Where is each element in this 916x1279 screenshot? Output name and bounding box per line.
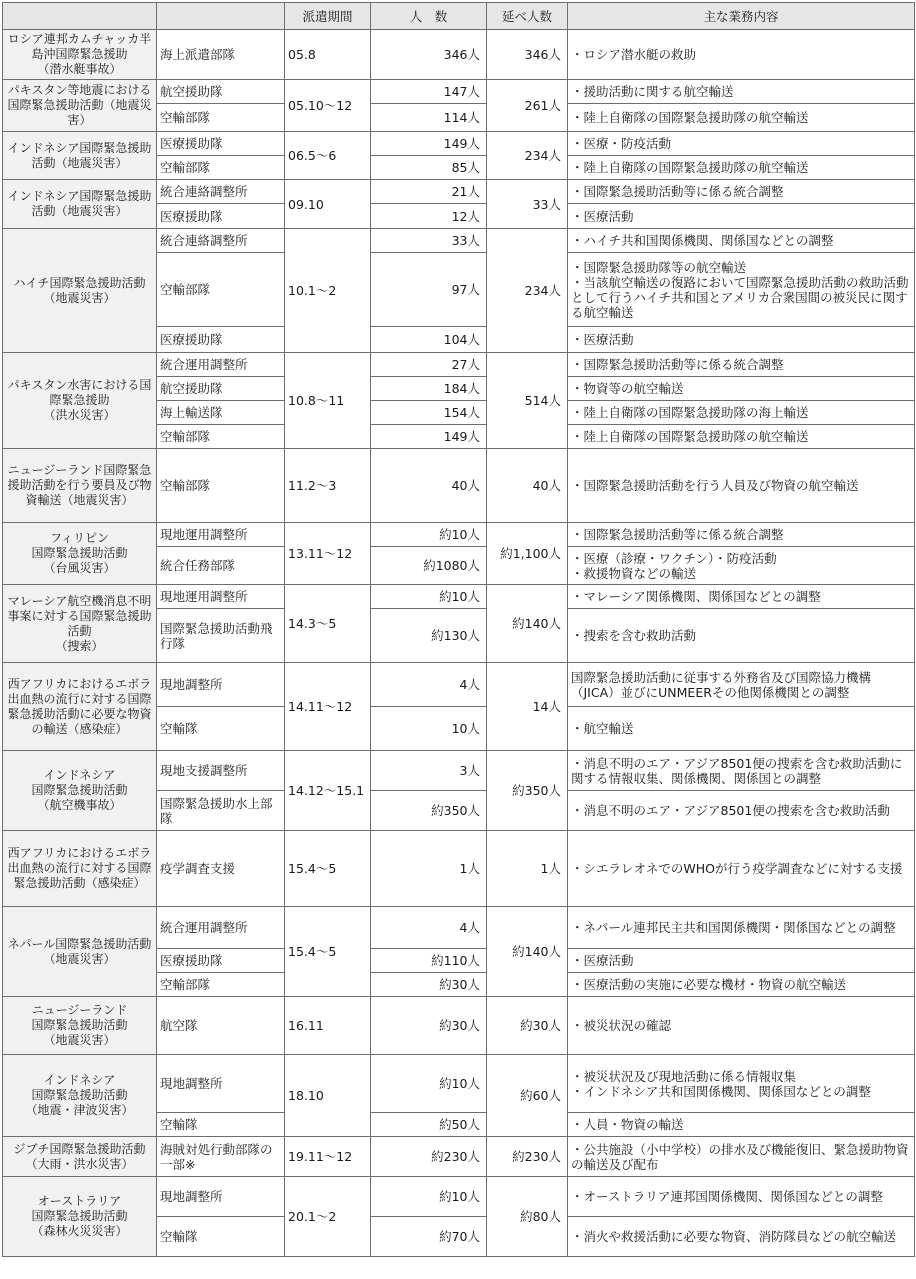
unit-name: 海上派遣部隊 (157, 30, 285, 80)
personnel-count: 40人 (371, 449, 487, 523)
personnel-count: 約1080人 (371, 547, 487, 585)
personnel-count: 約30人 (371, 973, 487, 997)
personnel-count: 149人 (371, 425, 487, 449)
unit-name: 空輸部隊 (157, 253, 285, 327)
total-personnel: 261人 (487, 80, 568, 132)
personnel-count: 3人 (371, 751, 487, 791)
unit-name: 統合連絡調整所 (157, 229, 285, 253)
duty-description: ・陸上自衛隊の国際緊急援助隊の航空輸送 (568, 156, 915, 180)
header-duties: 主な業務内容 (568, 3, 915, 30)
personnel-count: 約230人 (371, 1137, 487, 1177)
total-personnel: 約60人 (487, 1055, 568, 1137)
duty-description: ・公共施設（小中学校）の排水及び機能復旧、緊急援助物資の輸送及び配布 (568, 1137, 915, 1177)
table-row (3, 663, 915, 707)
unit-name: 空輸隊 (157, 707, 285, 751)
event-name: 西アフリカにおけるエボラ出血熱の流行に対する国際緊急援助活動に必要な物資の輸送（感染症） (3, 663, 157, 751)
dispatch-period: 18.10 (285, 1055, 371, 1137)
duty-description: ・陸上自衛隊の国際緊急援助隊の航空輸送 (568, 425, 915, 449)
dispatch-period: 16.11 (285, 997, 371, 1055)
total-personnel: 約80人 (487, 1177, 568, 1257)
event-name: ロシア連邦カムチャッカ半島沖国際緊急援助 （潜水艇事故） (3, 30, 157, 80)
table-row (3, 353, 915, 377)
duty-description: ・捜索を含む救助活動 (568, 609, 915, 663)
unit-name: 海上輸送隊 (157, 401, 285, 425)
personnel-count: 147人 (371, 80, 487, 104)
unit-name: 現地調整所 (157, 663, 285, 707)
event-name: インドネシア 国際緊急援助活動 （航空機事故） (3, 751, 157, 831)
total-personnel: 約30人 (487, 997, 568, 1055)
duty-description: ・ネパール連邦民主共和国関係機関・関係国などとの調整 (568, 907, 915, 949)
personnel-count: 約70人 (371, 1217, 487, 1257)
total-personnel: 約140人 (487, 585, 568, 663)
event-name: ハイチ国際緊急援助活動（地震災害） (3, 229, 157, 353)
personnel-count: 149人 (371, 132, 487, 156)
header-count: 人 数 (371, 3, 487, 30)
dispatch-period: 05.8 (285, 30, 371, 80)
unit-name: 統合任務部隊 (157, 547, 285, 585)
unit-name: 現地運用調整所 (157, 523, 285, 547)
dispatch-table (2, 2, 915, 1257)
dispatch-period: 06.5～6 (285, 132, 371, 180)
event-name: インドネシア国際緊急援助活動（地震災害） (3, 180, 157, 229)
total-personnel: 40人 (487, 449, 568, 523)
personnel-count: 27人 (371, 353, 487, 377)
event-name: オーストラリア 国際緊急援助活動 （森林火災災害） (3, 1177, 157, 1257)
table-row (3, 831, 915, 907)
personnel-count: 約10人 (371, 523, 487, 547)
personnel-count: 184人 (371, 377, 487, 401)
duty-description: ・医療活動 (568, 949, 915, 973)
dispatch-period: 10.1～2 (285, 229, 371, 353)
personnel-count: 1人 (371, 831, 487, 907)
event-name: ニュージーランド 国際緊急援助活動 （地震災害） (3, 997, 157, 1055)
duty-description: ・国際緊急援助隊等の航空輸送 ・当該航空輸送の復路において国際緊急援助活動の救助活動として行うハイチ共和国とアメリカ合衆国間の被災民に関する航空輸送 (568, 253, 915, 327)
personnel-count: 4人 (371, 663, 487, 707)
unit-name: 医療援助隊 (157, 327, 285, 353)
event-name: フィリピン 国際緊急援助活動 （台風災害） (3, 523, 157, 585)
personnel-count: 約350人 (371, 791, 487, 831)
table-row (3, 1137, 915, 1177)
unit-name: 現地調整所 (157, 1177, 285, 1217)
total-personnel: 14人 (487, 663, 568, 751)
header-period: 派遣期間 (285, 3, 371, 30)
table-row (3, 30, 915, 80)
personnel-count: 104人 (371, 327, 487, 353)
table-row (3, 907, 915, 949)
dispatch-period: 10.8～11 (285, 353, 371, 449)
header-event (3, 3, 157, 30)
duty-description: ・援助活動に関する航空輸送 (568, 80, 915, 104)
total-personnel: 346人 (487, 30, 568, 80)
unit-name: 医療援助隊 (157, 949, 285, 973)
personnel-count: 約50人 (371, 1113, 487, 1137)
personnel-count: 21人 (371, 180, 487, 204)
dispatch-period: 20.1～2 (285, 1177, 371, 1257)
unit-name: 統合運用調整所 (157, 907, 285, 949)
event-name: パキスタン等地震における国際緊急援助活動（地震災害） (3, 80, 157, 132)
personnel-count: 約130人 (371, 609, 487, 663)
duty-description: ・航空輸送 (568, 707, 915, 751)
duty-description: ・マレーシア関係機関、関係国などとの調整 (568, 585, 915, 609)
header-unit (157, 3, 285, 30)
duty-description: ・国際緊急援助活動等に係る統合調整 (568, 353, 915, 377)
event-name: インドネシア 国際緊急援助活動 （地震・津波災害） (3, 1055, 157, 1137)
table-row (3, 80, 915, 104)
total-personnel: 約140人 (487, 907, 568, 997)
duty-description: ・医療活動 (568, 327, 915, 353)
duty-description: ・医療活動 (568, 204, 915, 229)
personnel-count: 10人 (371, 707, 487, 751)
duty-description: ・国際緊急援助活動を行う人員及び物資の航空輸送 (568, 449, 915, 523)
dispatch-period: 09.10 (285, 180, 371, 229)
duty-description: 国際緊急援助活動に従事する外務省及び国際協力機構（JICA）並びにUNMEERその他関係機関との調整 (568, 663, 915, 707)
unit-name: 空輸部隊 (157, 425, 285, 449)
unit-name: 国際緊急援助水上部隊 (157, 791, 285, 831)
table-row (3, 523, 915, 547)
table-row (3, 1177, 915, 1217)
dispatch-period: 19.11～12 (285, 1137, 371, 1177)
event-name: ネパール国際緊急援助活動 （地震災害） (3, 907, 157, 997)
event-name: 西アフリカにおけるエボラ出血熱の流行に対する国際緊急援助活動（感染症） (3, 831, 157, 907)
personnel-count: 33人 (371, 229, 487, 253)
dispatch-period: 14.3～5 (285, 585, 371, 663)
header-total: 延べ人数 (487, 3, 568, 30)
table-row (3, 751, 915, 791)
unit-name: 現地調整所 (157, 1055, 285, 1113)
total-personnel: 234人 (487, 132, 568, 180)
dispatch-period: 14.12～15.1 (285, 751, 371, 831)
unit-name: 現地支援調整所 (157, 751, 285, 791)
unit-name: 国際緊急援助活動飛行隊 (157, 609, 285, 663)
unit-name: 空輸隊 (157, 1217, 285, 1257)
duty-description: ・ハイチ共和国関係機関、関係国などとの調整 (568, 229, 915, 253)
personnel-count: 85人 (371, 156, 487, 180)
unit-name: 医療援助隊 (157, 132, 285, 156)
personnel-count: 97人 (371, 253, 487, 327)
unit-name: 空輸部隊 (157, 104, 285, 132)
table-row (3, 180, 915, 204)
unit-name: 統合連絡調整所 (157, 180, 285, 204)
duty-description: ・被災状況の確認 (568, 997, 915, 1055)
unit-name: 疫学調査支援 (157, 831, 285, 907)
duty-description: ・消火や救援活動に必要な物資、消防隊員などの航空輸送 (568, 1217, 915, 1257)
table-row (3, 997, 915, 1055)
event-name: ジブチ国際緊急援助活動（大雨・洪水災害） (3, 1137, 157, 1177)
personnel-count: 約10人 (371, 1177, 487, 1217)
dispatch-period: 05.10～12 (285, 80, 371, 132)
personnel-count: 154人 (371, 401, 487, 425)
table-row (3, 229, 915, 253)
event-name: マレーシア航空機消息不明事案に対する国際緊急援助活動 （捜索） (3, 585, 157, 663)
duty-description: ・オーストラリア連邦国関係機関、関係国などとの調整 (568, 1177, 915, 1217)
personnel-count: 約10人 (371, 1055, 487, 1113)
event-name: パキスタン水害における国際緊急援助 （洪水災害） (3, 353, 157, 449)
duty-description: ・ロシア潜水艇の救助 (568, 30, 915, 80)
duty-description: ・医療活動の実施に必要な機材・物資の航空輸送 (568, 973, 915, 997)
personnel-count: 約30人 (371, 997, 487, 1055)
duty-description: ・陸上自衛隊の国際緊急援助隊の航空輸送 (568, 104, 915, 132)
duty-description: ・消息不明のエア・アジア8501便の捜索を含む救助活動に関する情報収集、関係機関、関係国との調整 (568, 751, 915, 791)
header-row (3, 3, 915, 30)
total-personnel: 約350人 (487, 751, 568, 831)
duty-description: ・物資等の航空輸送 (568, 377, 915, 401)
total-personnel: 514人 (487, 353, 568, 449)
table-body (3, 30, 915, 1257)
table-row (3, 449, 915, 523)
total-personnel: 約1,100人 (487, 523, 568, 585)
unit-name: 航空援助隊 (157, 377, 285, 401)
dispatch-period: 11.2～3 (285, 449, 371, 523)
duty-description: ・国際緊急援助活動等に係る統合調整 (568, 180, 915, 204)
unit-name: 航空援助隊 (157, 80, 285, 104)
duty-description: ・シエラレオネでのWHOが行う疫学調査などに対する支援 (568, 831, 915, 907)
duty-description: ・陸上自衛隊の国際緊急援助隊の海上輸送 (568, 401, 915, 425)
table-row (3, 132, 915, 156)
table-row (3, 585, 915, 609)
unit-name: 航空隊 (157, 997, 285, 1055)
unit-name: 統合運用調整所 (157, 353, 285, 377)
duty-description: ・被災状況及び現地活動に係る情報収集 ・インドネシア共和国関係機関、関係国などとの調整 (568, 1055, 915, 1113)
unit-name: 海賊対処行動部隊の一部※ (157, 1137, 285, 1177)
total-personnel: 33人 (487, 180, 568, 229)
personnel-count: 114人 (371, 104, 487, 132)
total-personnel: 1人 (487, 831, 568, 907)
duty-description: ・人員・物資の輸送 (568, 1113, 915, 1137)
personnel-count: 約110人 (371, 949, 487, 973)
unit-name: 空輸部隊 (157, 449, 285, 523)
personnel-count: 12人 (371, 204, 487, 229)
event-name: ニュージーランド国際緊急援助活動を行う要員及び物資輸送（地震災害） (3, 449, 157, 523)
personnel-count: 4人 (371, 907, 487, 949)
dispatch-period: 13.11～12 (285, 523, 371, 585)
duty-description: ・医療（診療・ワクチン）・防疫活動 ・救援物資などの輸送 (568, 547, 915, 585)
table-row (3, 1055, 915, 1113)
total-personnel: 約230人 (487, 1137, 568, 1177)
unit-name: 現地運用調整所 (157, 585, 285, 609)
unit-name: 空輸隊 (157, 1113, 285, 1137)
dispatch-period: 15.4～5 (285, 907, 371, 997)
table-header (3, 3, 915, 30)
event-name: インドネシア国際緊急援助活動（地震災害） (3, 132, 157, 180)
unit-name: 医療援助隊 (157, 204, 285, 229)
duty-description: ・国際緊急援助活動等に係る統合調整 (568, 523, 915, 547)
unit-name: 空輸部隊 (157, 973, 285, 997)
dispatch-period: 15.4～5 (285, 831, 371, 907)
personnel-count: 346人 (371, 30, 487, 80)
duty-description: ・消息不明のエア・アジア8501便の捜索を含む救助活動 (568, 791, 915, 831)
total-personnel: 234人 (487, 229, 568, 353)
duty-description: ・医療・防疫活動 (568, 132, 915, 156)
personnel-count: 約10人 (371, 585, 487, 609)
unit-name: 空輸部隊 (157, 156, 285, 180)
dispatch-period: 14.11～12 (285, 663, 371, 751)
